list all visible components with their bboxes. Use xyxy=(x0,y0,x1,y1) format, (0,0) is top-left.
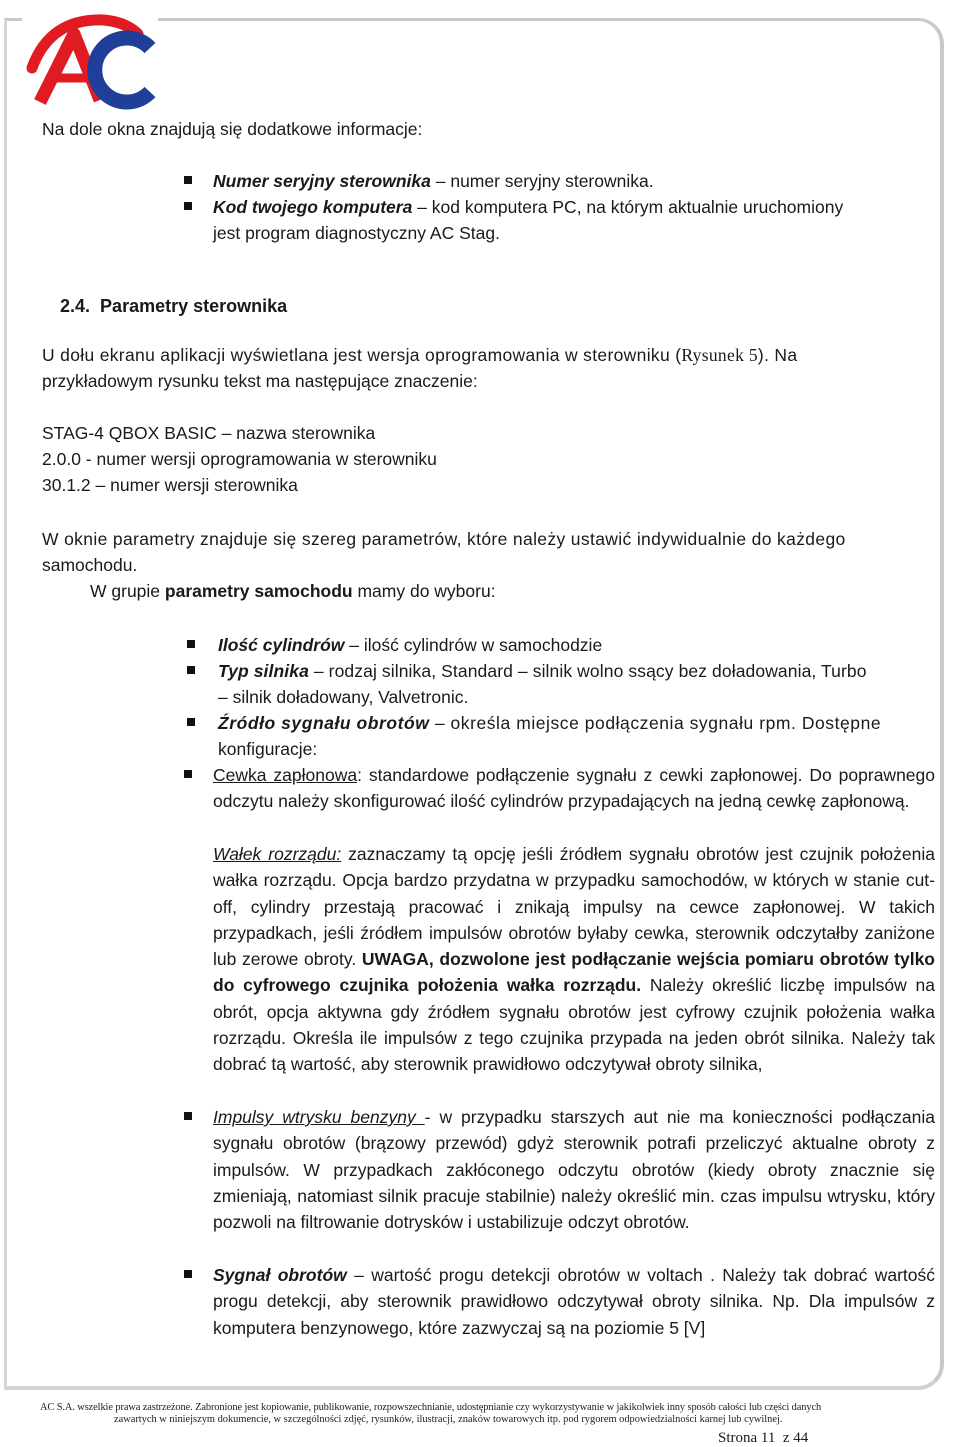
bullet-icon xyxy=(184,202,192,210)
info-bullet-computer-code: Kod twojego komputera – kod komputera PC, na którym aktualnie uruchomiony xyxy=(213,197,844,217)
item-engine-type: Typ silnika – rodzaj silnika, Standard – silnik wolno ssący bez doładowania, Turbo xyxy=(218,661,867,681)
page-number: Strona 11 z 44 xyxy=(718,1430,809,1446)
item-injection-pulses: Impulsy wtrysku benzyny - w przypadku starszych aut nie ma konieczności podłączania sygnału obrotów (brązowy przewód) gdyż sterownik potrafi przeliczyć aktualne obroty z impulsów. W przypadkach zakłóconego odczytu obrotów (kiedy obroty znacznie się zmieniają, natomiast silnik pracuje stabilnie) należy określić min. czas impulsu wtrysku, który pozwoli na filtrowanie dotrysków i ustabilizuje odczyt obrotów. xyxy=(213,1107,935,1233)
bullet-icon xyxy=(187,718,195,726)
bullet-icon xyxy=(184,176,192,184)
item-rpm-source: Źródło sygnału obrotów – określa miejsce podłączenia sygnału rpm. Dostępne xyxy=(218,713,882,733)
info-bullet-serial: Numer seryjny sterownika – numer seryjny sterownika. xyxy=(213,171,654,191)
item-camshaft: Wałek rozrządu: zaznaczamy tą opcję jeśli źródłem sygnału obrotów jest czujnik położenia wałka rozrządu. Opcja bardzo przydatna w przypadku samochodów, w których w stanie cut-off, cylindry przestają pracować i znikają impulsy na cewce zapłonowej. W takich przypadkach, jeśli źródłem impulsów obrotów byłaby cewka, sterownik odczytałby zaniżone lub zerowe obroty. UWAGA, dozwolone jest podłączanie wejścia pomiaru obrotów tylko do cyfrowego czujnika położenia wałka rozrządu. Należy określić liczbę impulsów na obrót, opcja aktywna gdy źródłem sygnału obrotów jest cyfrowy czujnik położenia wałka rozrządu. Określa ile impulsów z tego czujnika przypada na jeden obrót silnika. Należy tak dobrać tą wartość, aby sterownik prawidłowo odczytywał obroty silnika, xyxy=(213,844,935,1075)
item-cylinders: Ilość cylindrów – ilość cylindrów w samochodzie xyxy=(218,635,603,655)
item-engine-type-cont: – silnik doładowany, Valvetronic. xyxy=(218,687,469,707)
section-heading: 2.4. Parametry sterownika xyxy=(60,296,288,316)
logo-text: AC xyxy=(22,4,24,5)
bullet-icon xyxy=(184,1112,192,1120)
bullet-icon xyxy=(187,666,195,674)
legend-software-version: 2.0.0 - numer wersji oprogramowania w sterowniku xyxy=(42,449,437,469)
company-logo xyxy=(22,4,158,114)
footer-copyright: AC S.A. wszelkie prawa zastrzeżone. Zabronione jest kopiowanie, publikowanie, rozpowszechnianie, udostępnianie czy wykorzystywanie w jakikolwiek inny sposób całości lub części danych xyxy=(40,1402,822,1413)
bullet-icon xyxy=(184,770,192,778)
bullet-icon xyxy=(184,1270,192,1278)
item-rpm-source-cont: konfiguracje: xyxy=(218,739,318,759)
bullet-icon xyxy=(187,640,195,648)
paragraph-parameters: W oknie parametry znajduje się szereg parametrów, które należy ustawić indywidualnie do każdego xyxy=(42,529,846,549)
legend-controller-name: STAG-4 QBOX BASIC – nazwa sterownika xyxy=(42,423,376,443)
paragraph-parameters-line2: samochodu. xyxy=(42,555,138,575)
paragraph-version: U dołu ekranu aplikacji wyświetlana jest wersja oprogramowania w sterowniku (Rysunek 5). Na xyxy=(42,345,798,365)
item-ignition-coil: Cewka zapłonowa: standardowe podłączenie sygnału z cewki zapłonowej. Do poprawnego odczytu należy skonfigurować ilość cylindrów przypadających na jedną cewkę zapłonową. xyxy=(213,765,935,812)
footer-copyright-line2: zawartych w niniejszym dokumencie, w szczególności zdjęć, rysunków, ilustracji, znaków towarowych itp. pod rygorem odpowiedzialności karnej lub cywilnej. xyxy=(114,1414,783,1425)
paragraph-version-line2: przykładowym rysunku tekst ma następujące znaczenie: xyxy=(42,371,478,391)
intro-text: Na dole okna znajdują się dodatkowe informacje: xyxy=(42,119,423,139)
item-rpm-signal: Sygnał obrotów – wartość progu detekcji obrotów w voltach . Należy tak dobrać wartość progu detekcji, aby sterownik prawidłowo odczytywał obroty silnika. Np. Dla impulsów z komputera benzynowego, które zazwyczaj są na poziomie 5 [V] xyxy=(213,1265,936,1338)
paragraph-car-group: W grupie parametry samochodu mamy do wyboru: xyxy=(90,581,496,601)
legend-controller-version: 30.1.2 – numer wersji sterownika xyxy=(42,475,298,495)
info-bullet-computer-code-cont: jest program diagnostyczny AC Stag. xyxy=(213,223,500,243)
